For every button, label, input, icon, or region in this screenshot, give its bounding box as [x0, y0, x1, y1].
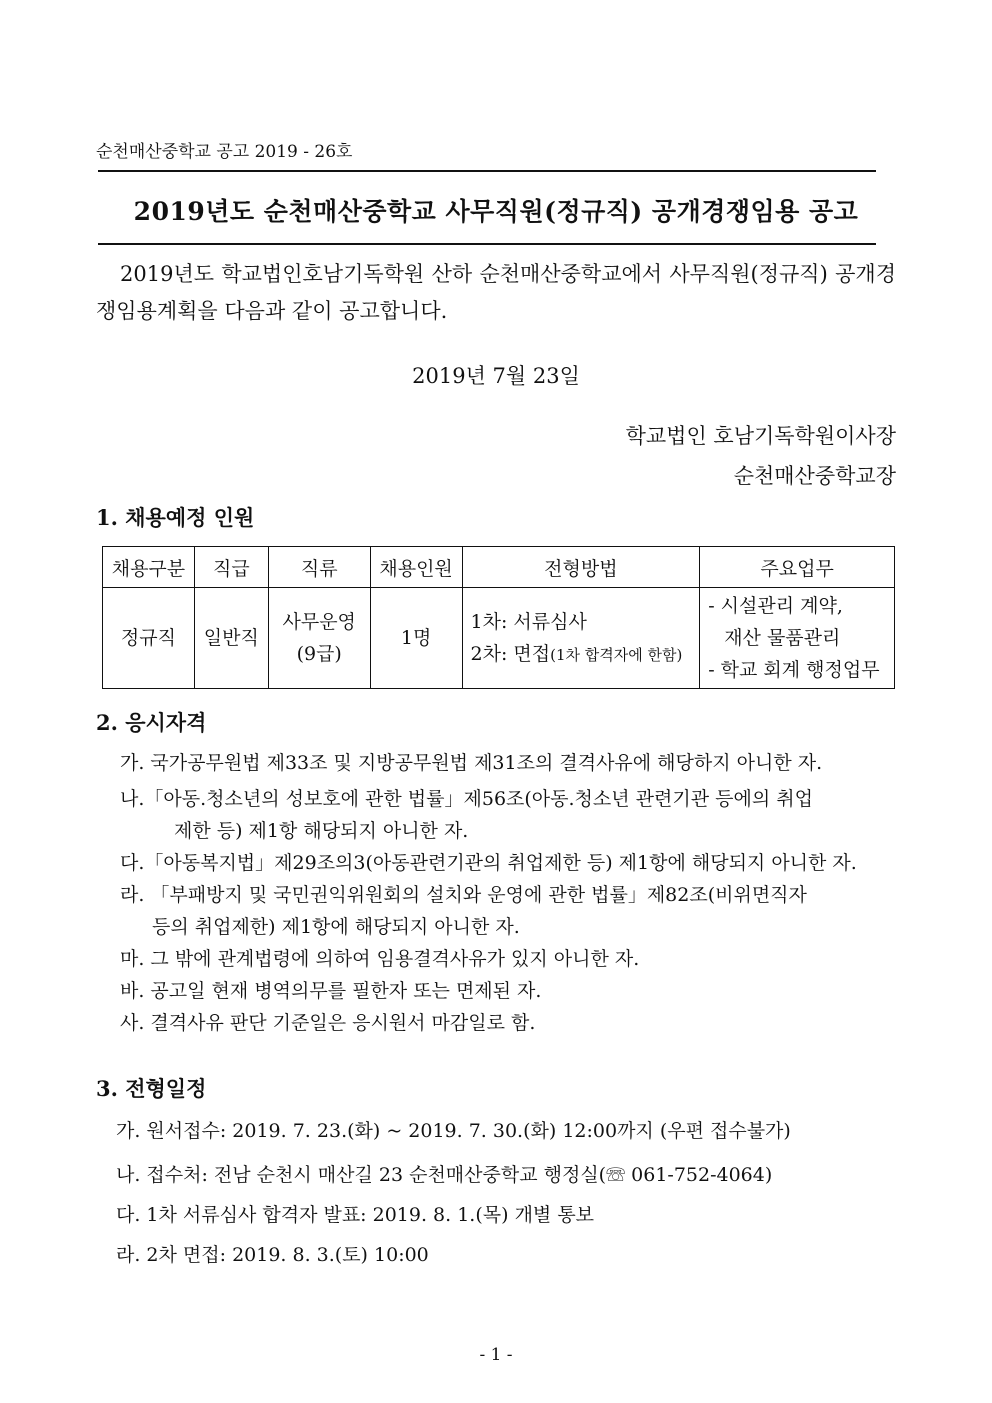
eligibility-item: 사. 결격사유 판단 기준일은 응시원서 마감일로 함. — [120, 1012, 536, 1034]
header-cell: 직급 — [194, 547, 268, 588]
cell-method — [462, 588, 700, 689]
cell-duties — [700, 588, 895, 689]
intro-paragraph: 2019년도 학교법인호남기독학원 산하 순천매산중학교에서 사무직원(정규직) 공개경쟁임용계획을 다음과 같이 공고합니다. — [96, 262, 896, 323]
series-line1: 사무운영 — [282, 611, 356, 633]
header-cell: 채용구분 — [103, 547, 195, 588]
top-rule — [98, 170, 876, 172]
eligibility-item: 라. 「부패방지 및 국민권익위원회의 설치와 운영에 관한 법률」제82조(비위면직자 — [120, 884, 807, 906]
eligibility-item: 가. 국가공무원법 제33조 및 지방공무원법 제31조의 결격사유에 해당하지 아니한 자. — [120, 752, 823, 774]
method-line1: 1차: 서류심사 — [470, 610, 587, 633]
method-line2-main: 2차: 면접 — [470, 642, 551, 665]
document-title: 2019년도 순천매산중학교 사무직원(정규직) 공개경쟁임용 공고 — [133, 197, 859, 226]
eligibility-item: 바. 공고일 현재 병역의무를 필한자 또는 면제된 자. — [120, 980, 542, 1002]
header-cell: 직류 — [268, 547, 370, 588]
notice-date: 2019년 7월 23일 — [412, 364, 580, 388]
method-line2 — [471, 638, 700, 671]
cell-series — [268, 588, 370, 689]
cell-grade: 일반직 — [194, 588, 268, 689]
cell-type: 정규직 — [103, 588, 195, 689]
section-heading-recruitment: 1. 채용예정 인원 — [96, 505, 255, 530]
recruitment-table — [102, 546, 895, 689]
method-line2-note: (1차 합격자에 한함) — [550, 645, 683, 664]
eligibility-item-continued: 제한 등) 제1항 해당되지 아니한 자. — [174, 820, 469, 842]
table-row — [103, 588, 895, 689]
signature-chairman: 학교법인 호남기독학원이사장 — [625, 424, 896, 448]
schedule-item: 다. 1차 서류심사 합격자 발표: 2019. 8. 1.(목) 개별 통보 — [116, 1204, 595, 1226]
page-number: - 1 - — [479, 1345, 513, 1365]
title-rule — [98, 243, 876, 245]
header-cell: 주요업무 — [700, 547, 895, 588]
eligibility-item: 마. 그 밖에 관계법령에 의하여 임용결격사유가 있지 아니한 자. — [120, 948, 640, 970]
duty-line3: - 학교 회계 행정업무 — [708, 659, 880, 681]
cell-count: 1명 — [370, 588, 462, 689]
eligibility-item-continued: 등의 취업제한) 제1항에 해당되지 아니한 자. — [152, 916, 520, 938]
eligibility-item: 다.「아동복지법」제29조의3(아동관련기관의 취업제한 등) 제1항에 해당되지 아니한 자. — [120, 852, 857, 874]
signature-principal: 순천매산중학교장 — [733, 464, 896, 488]
table-header-row — [103, 547, 895, 588]
duty-line2: 재산 물품관리 — [724, 627, 841, 649]
duty-line1: - 시설관리 계약, — [708, 595, 843, 617]
series-line2: (9급) — [296, 643, 342, 665]
header-cell: 채용인원 — [370, 547, 462, 588]
section-heading-schedule: 3. 전형일정 — [96, 1076, 207, 1101]
notice-number: 순천매산중학교 공고 2019 - 26호 — [96, 142, 353, 162]
schedule-item: 라. 2차 면접: 2019. 8. 3.(토) 10:00 — [116, 1244, 429, 1266]
eligibility-item: 나.「아동.청소년의 성보호에 관한 법률」제56조(아동.청소년 관련기관 등에의 취업 — [120, 788, 813, 810]
schedule-item: 가. 원서접수: 2019. 7. 23.(화) ~ 2019. 7. 30.(화) 12:00까지 (우편 접수불가) — [116, 1120, 791, 1142]
header-cell: 전형방법 — [462, 547, 700, 588]
schedule-item: 나. 접수처: 전남 순천시 매산길 23 순천매산중학교 행정실(☏ 061-752-4064) — [116, 1164, 773, 1186]
section-heading-eligibility: 2. 응시자격 — [96, 710, 207, 735]
